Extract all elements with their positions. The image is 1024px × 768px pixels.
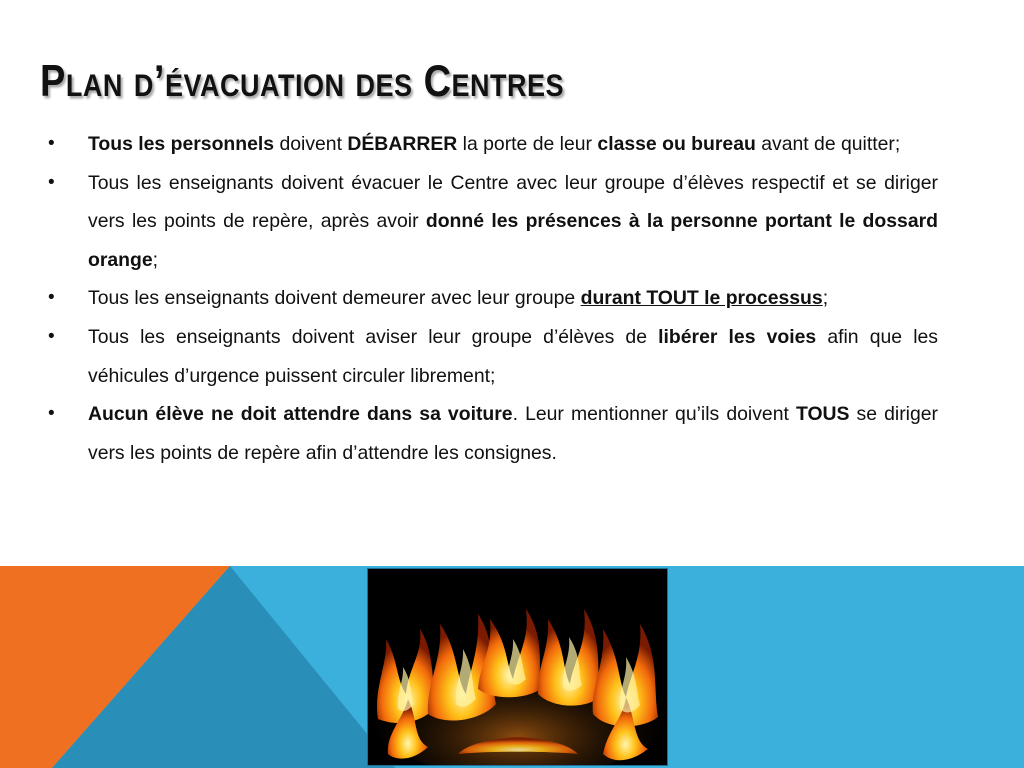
bullet-text: doivent: [274, 133, 348, 155]
fire-icon: [368, 569, 667, 765]
bullet-emphasis-text: TOUS: [795, 403, 850, 426]
bullet-emphasis-text: donné les présences à la personne portant le dossard orange: [88, 210, 938, 271]
bullet-dot-icon: •: [48, 325, 55, 347]
bullet-item: [48, 395, 938, 472]
bullet-text: se diriger vers les points de repère afin d’attendre les consignes.: [88, 403, 939, 464]
bullet-dot-icon: •: [48, 403, 55, 425]
bullet-emphasis-text: Tous les personnels: [88, 133, 275, 155]
bullet-dot-icon: •: [48, 287, 55, 309]
bullet-emphasis-text: classe ou bureau: [597, 133, 756, 155]
bullet-text: afin que les véhicules d’urgence puissent circuler librement;: [88, 325, 938, 387]
bullet-text: . Leur mentionner qu’ils doivent: [512, 403, 796, 426]
bullet-text: Tous les enseignants doivent demeurer avec leur groupe: [88, 287, 581, 310]
fire-flames-photo: [367, 568, 668, 766]
bullet-dot-icon: •: [48, 171, 55, 193]
bullet-item: [48, 279, 938, 318]
bullet-item: [48, 164, 938, 280]
bullet-item: [48, 125, 938, 164]
bullet-emphasis-text: DÉBARRER: [347, 133, 458, 155]
bullet-text: Tous les enseignants doivent aviser leur groupe d’élèves de: [88, 325, 659, 348]
bullet-dot-icon: •: [48, 133, 55, 154]
bullet-emphasis-text: durant TOUT le processus: [580, 287, 823, 310]
bullet-item: [48, 318, 938, 395]
bullet-text: la porte de leur: [457, 133, 598, 155]
bullet-text: avant de quitter;: [755, 133, 901, 155]
slide-title: Plan d’évacuation des Centres: [40, 56, 565, 107]
bullet-text: Tous les enseignants doivent évacuer le Centre avec leur groupe d’élèves respectif et se diriger vers les points de repère, après avoir: [88, 171, 938, 233]
bullet-emphasis-text: Aucun élève ne doit attendre dans sa voiture: [88, 403, 513, 426]
bullet-text: ;: [152, 248, 159, 271]
bullet-emphasis-text: libérer les voies: [658, 325, 817, 348]
bullet-list: [48, 125, 938, 472]
bullet-text: ;: [822, 287, 829, 310]
